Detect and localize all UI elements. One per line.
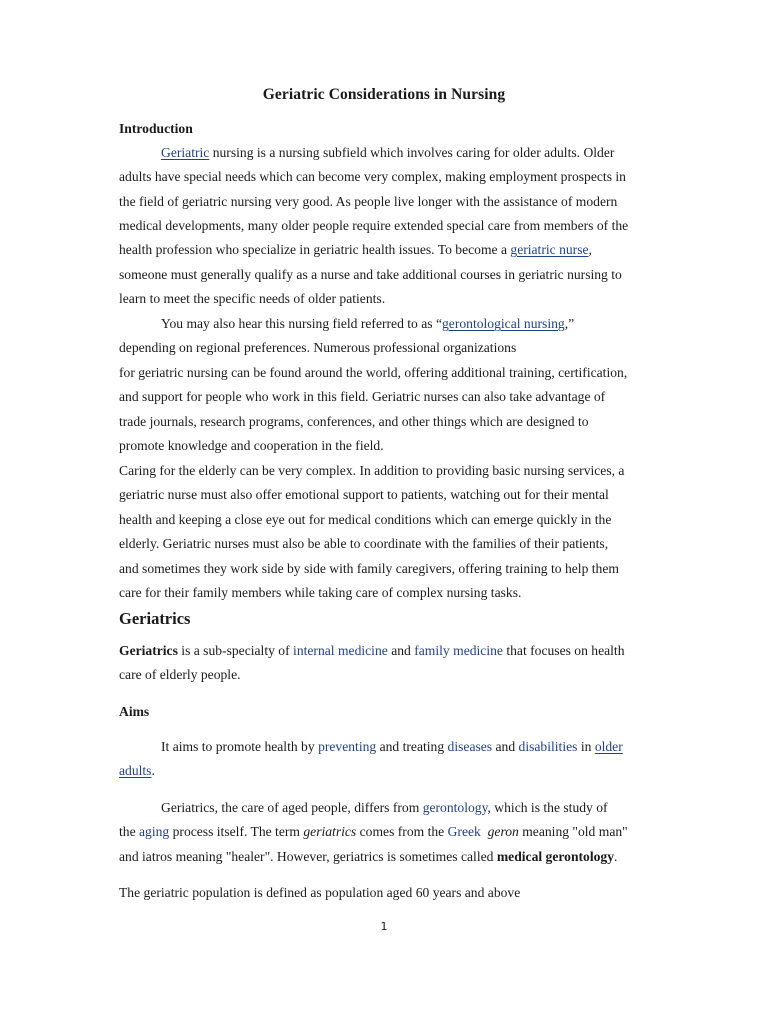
paragraph-line: and support for people who work in this field. Geriatric nurses can also take advantage of (119, 389, 606, 404)
paragraph-line: and sometimes they work side by side with family caregivers, offering training to help them (119, 561, 619, 576)
paragraph-line: It aims to promote health by preventing and treating diseases and disabilities in older (161, 739, 623, 754)
page-number: 1 (380, 920, 388, 933)
paragraph-line: adults have special needs which can become very complex, making employment prospects in (119, 169, 626, 184)
paragraph-line: elderly. Geriatric nurses must also be able to coordinate with the families of their patients, (119, 536, 609, 551)
aims-heading: Aims (119, 704, 150, 719)
paragraph-line: depending on regional preferences. Numerous professional organizations (119, 340, 517, 355)
paragraph-line: Geriatric nursing is a nursing subfield which involves caring for older adults. Older (161, 145, 615, 160)
paragraph-line: promote knowledge and cooperation in the field. (119, 438, 384, 453)
paragraph-line: the field of geriatric nursing very good. As people live longer with the assistance of modern (119, 194, 618, 209)
paragraph-line: care for their family members while taking care of complex nursing tasks. (119, 585, 522, 600)
paragraph-line: and iatros meaning "healer". However, geriatrics is sometimes called medical gerontology. (119, 849, 618, 864)
paragraph-line: someone must generally qualify as a nurse and take additional courses in geriatric nursing to (119, 267, 622, 282)
link-gerontology[interactable]: gerontology (422, 800, 488, 815)
link-greek[interactable]: Greek (447, 824, 481, 839)
link-geriatric[interactable]: Geriatric (161, 145, 210, 160)
link-older-adults-cont[interactable]: adults (119, 763, 152, 778)
link-older-adults[interactable]: older (594, 739, 623, 754)
link-aging[interactable]: aging (139, 824, 170, 839)
paragraph-line: medical developments, many older people require extended special care from members of the (119, 218, 629, 233)
paragraph-line: Geriatrics, the care of aged people, differs from gerontology, which is the study of (161, 800, 608, 815)
link-family-medicine[interactable]: family medicine (414, 643, 503, 658)
link-geriatric-nurse[interactable]: geriatric nurse (510, 242, 589, 257)
geriatrics-heading: Geriatrics (119, 609, 191, 628)
paragraph-line: health profession who specialize in geriatric health issues. To become a geriatric nurse, (119, 242, 592, 257)
link-internal-medicine[interactable]: internal medicine (293, 643, 388, 658)
paragraph-line: adults. (119, 763, 155, 778)
paragraph-line: trade journals, research programs, conferences, and other things which are designed to (119, 414, 589, 429)
paragraph-line: Caring for the elderly can be very complex. In addition to providing basic nursing services, a (119, 463, 625, 478)
document-title: Geriatric Considerations in Nursing (262, 86, 506, 103)
link-disabilities[interactable]: disabilities (518, 739, 578, 754)
paragraph-line: health and keeping a close eye out for medical conditions which can emerge quickly in the (119, 512, 612, 527)
paragraph-line: for geriatric nursing can be found around the world, offering additional training, certification, (119, 365, 628, 380)
paragraph-line: care of elderly people. (119, 667, 241, 682)
paragraph-line: learn to meet the specific needs of older patients. (119, 291, 386, 306)
paragraph-line: The geriatric population is defined as population aged 60 years and above (119, 885, 521, 900)
link-diseases[interactable]: diseases (447, 739, 493, 754)
link-gerontological-nursing[interactable]: gerontological nursing (442, 316, 565, 331)
paragraph-line: Geriatrics is a sub-specialty of internal medicine and family medicine that focuses on health (119, 643, 625, 658)
link-preventing[interactable]: preventing (318, 739, 377, 754)
intro-heading: Introduction (119, 121, 193, 136)
paragraph-line: the aging process itself. The term geriatrics comes from the Greek geron meaning "old man" (119, 824, 628, 839)
paragraph-line: geriatric nurse must also offer emotional support to patients, watching out for their mental (119, 487, 609, 502)
paragraph-line: You may also hear this nursing field referred to as “gerontological nursing,” (161, 316, 575, 331)
